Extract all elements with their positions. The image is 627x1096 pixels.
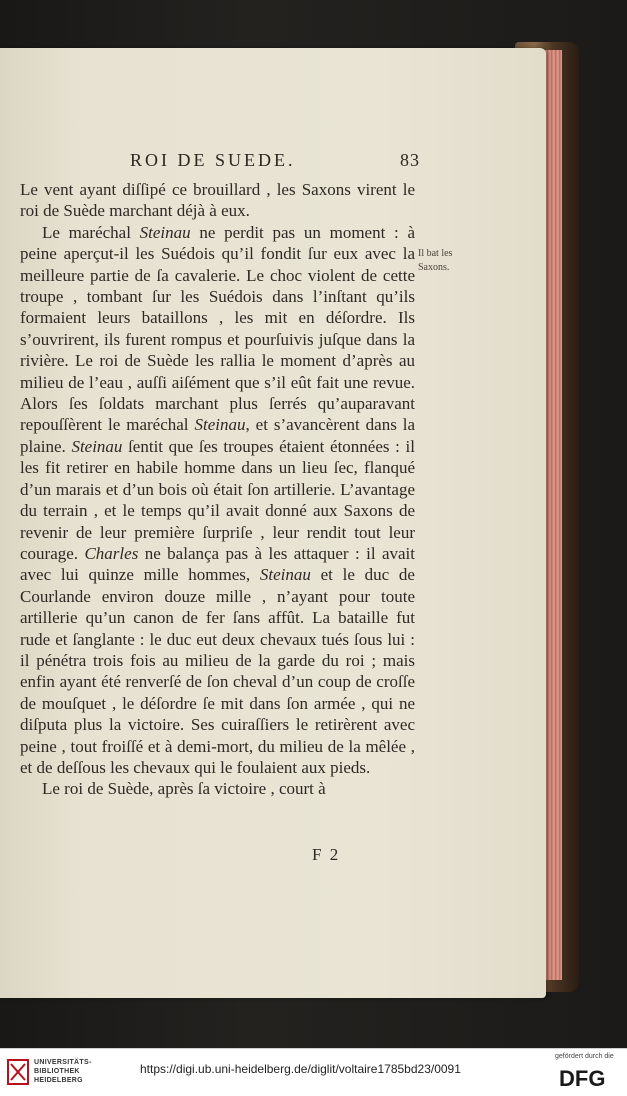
university-logo-icon[interactable] xyxy=(6,1056,30,1088)
margin-note-line: Il bat les xyxy=(418,248,453,259)
text-run: Le vent ayant diſſipé ce brouillard , les Saxons virent le roi de Suède marchant déjà à eux. xyxy=(20,180,415,221)
paragraph xyxy=(20,179,415,222)
running-title: ROI DE SUEDE. xyxy=(130,150,296,170)
italic-name: Steinau xyxy=(71,436,123,456)
text-run: Le maréchal xyxy=(42,222,140,242)
italic-name: Steinau xyxy=(259,565,311,585)
page-header xyxy=(130,150,420,176)
italic-name: Steinau xyxy=(139,222,191,242)
text-run: , et s’avancèrent dans la plaine. xyxy=(20,415,416,456)
text-run: Le roi de Suède, après ſa victoire , court à xyxy=(42,779,326,799)
funded-by-label: gefördert durch die xyxy=(555,1053,614,1060)
text-run: ne balança pas à les attaquer : il avait avec lui quinze mille hommes, xyxy=(20,543,415,585)
university-name[interactable]: UNIVERSITÄTS- BIBLIOTHEK HEIDELBERG xyxy=(34,1059,92,1084)
text-run: ſentit que ſes troupes étaient étonnées : il les fit retirer en habile homme dans un lieu ſec, flanqué d’un marais et d’un bois où était ſon artillerie. L’avantage du terrain , et le temps qu’il avait donné aux Saxons de revenir de leur première ſurpriſe , leur rendit tout leur courage. xyxy=(20,436,415,563)
permalink-url[interactable]: https://digi.ub.uni-heidelberg.de/diglit/voltaire1785bd23/0091 xyxy=(140,1062,461,1076)
margin-note-line: Saxons. xyxy=(418,262,450,273)
body-text xyxy=(20,179,415,800)
paragraph xyxy=(20,778,415,799)
dfg-logo-icon[interactable] xyxy=(557,1065,619,1089)
margin-note xyxy=(418,247,488,275)
dfg-logo-text: DFG xyxy=(559,1066,606,1089)
viewer-footer xyxy=(0,1048,627,1096)
italic-name: Charles xyxy=(84,543,139,563)
paragraph xyxy=(20,222,415,779)
italic-name: Steinau xyxy=(194,415,246,435)
text-run: et le duc de Courlande environ douze mille , n’ayant pour toute artillerie qu’un canon de fer ſans affût. La bataille fut rude et ſanglante : le duc eut deux chevaux tués ſous lui : il pénétra trois fois au milieu de la garde du roi ; mais enfin ayant été renverſé de ſon cheval d’un coup de croſſe de mouſquet , le déſordre ſe mit dans ſon armée , qui ne diſputa plus la victoire. Ses cuiraſſiers le retirèrent avec peine , tout froiſſé et à demi-mort, du milieu de la mêlée , et de deſſous les chevaux qui le foulaient aux pieds. xyxy=(20,565,415,777)
text-run: ne perdit pas un moment : à peine aperçut-il les Suédois qu’il fondit ſur eux avec la meilleure partie de ſa cavalerie. Le choc violent de cette troupe , tombant ſur les Suédois dans l’inſtant qu’ils formaient leurs bataillons , les mit en déſordre. Ils s’ouvrirent, ils furent rompus et pourſuivis juſque dans la rivière. Le roi de Suède les rallia le moment d’après au milieu de l’eau , auſſi aiſément que s’il eût fait une revue. Alors ſes ſoldats marchant plus ſerrés qu’auparavant repouſſèrent le maréchal xyxy=(20,222,416,435)
signature-mark: F 2 xyxy=(312,845,341,864)
page-number: 83 xyxy=(400,150,420,170)
